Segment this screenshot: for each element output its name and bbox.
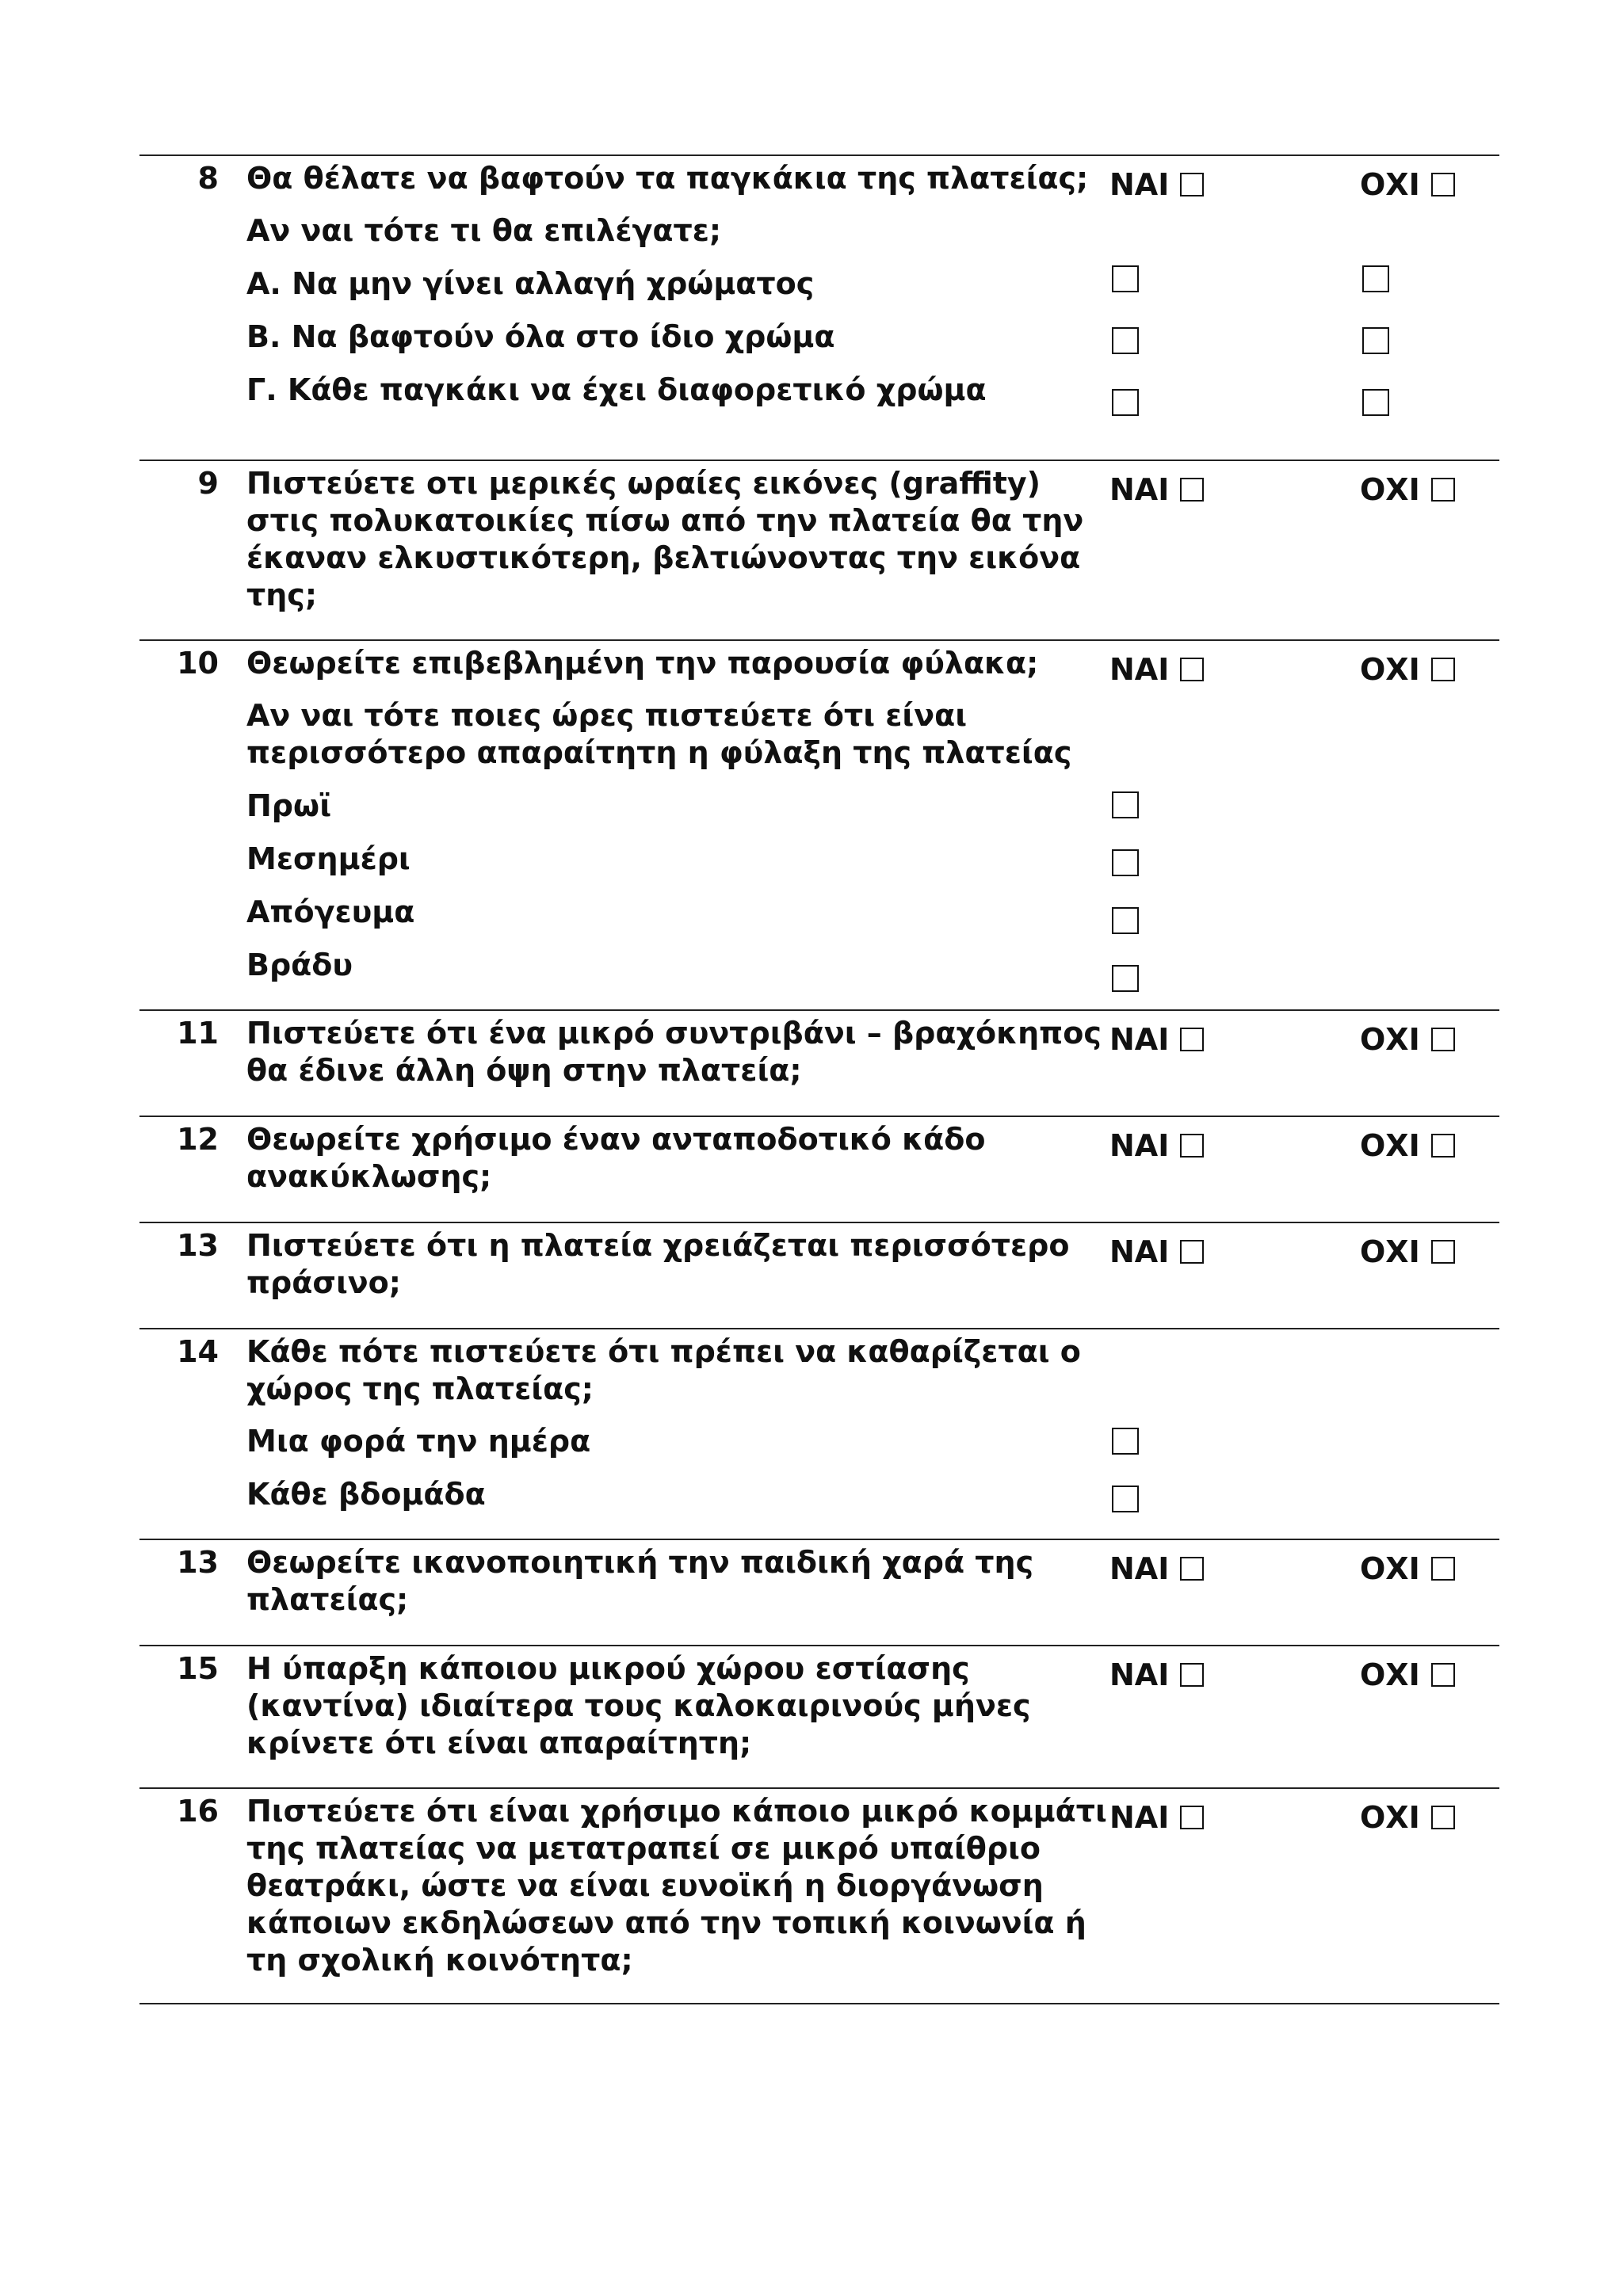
question-text: κάποιων εκδηλώσεων από την τοπική κοινωνία ή <box>246 1905 1086 1940</box>
yes-label: ΝΑΙ <box>1109 1022 1170 1057</box>
question-number: 10 <box>177 646 219 681</box>
no-checkbox[interactable] <box>1431 1134 1455 1158</box>
no-checkbox[interactable] <box>1431 173 1455 196</box>
question-13-playground <box>139 1539 1499 1645</box>
option-label: Βράδυ <box>246 948 353 982</box>
no-option[interactable] <box>1360 471 1455 509</box>
question-number: 14 <box>177 1334 219 1369</box>
question-text: Πιστεύετε οτι μερικές ωραίες εικόνες (graffity) <box>246 466 1041 501</box>
questionnaire-page <box>139 154 1499 2004</box>
no-checkbox[interactable] <box>1431 1028 1455 1051</box>
question-text: στις πολυκατοικίες πίσω από την πλατεία θα την <box>246 503 1084 538</box>
question-text: κρίνετε ότι είναι απαραίτητη; <box>246 1726 752 1760</box>
question-text: της πλατείας να μετατραπεί σε μικρό υπαίθριο <box>246 1831 1041 1866</box>
question-15 <box>139 1645 1499 1787</box>
yes-option[interactable] <box>1109 1234 1204 1271</box>
question-number: 11 <box>177 1016 219 1051</box>
question-text: Θεωρείτε επιβεβλημένη την παρουσία φύλακα; <box>246 646 1039 681</box>
yes-option[interactable] <box>1109 1657 1204 1694</box>
option-c-yes-checkbox[interactable] <box>1112 389 1139 416</box>
no-label: ΟΧΙ <box>1360 1551 1420 1586</box>
option-label: Β. Να βαφτούν όλα στο ίδιο χρώμα <box>246 319 835 354</box>
question-9 <box>139 460 1499 639</box>
no-label: ΟΧΙ <box>1360 652 1420 687</box>
no-option[interactable] <box>1360 651 1455 688</box>
yes-checkbox[interactable] <box>1180 658 1204 681</box>
question-text: πράσινο; <box>246 1265 401 1300</box>
question-text: (καντίνα) ιδιαίτερα τους καλοκαιρινούς μήνες <box>246 1688 1031 1723</box>
followup-text: Αν ναι τότε ποιες ώρες πιστεύετε ότι είναι <box>246 698 968 733</box>
no-label: ΟΧΙ <box>1360 1800 1420 1835</box>
no-option[interactable] <box>1360 1657 1455 1694</box>
question-text: Πιστεύετε ότι είναι χρήσιμο κάποιο μικρό κομμάτι <box>246 1794 1107 1829</box>
morning-checkbox[interactable] <box>1112 791 1139 818</box>
question-number: 13 <box>177 1228 219 1263</box>
option-c-no-checkbox[interactable] <box>1362 389 1389 416</box>
yes-checkbox[interactable] <box>1180 1557 1204 1581</box>
no-label: ΟΧΙ <box>1360 1657 1420 1692</box>
question-text: Κάθε πότε πιστεύετε ότι πρέπει να καθαρίζεται ο <box>246 1334 1081 1369</box>
yes-checkbox[interactable] <box>1180 1028 1204 1051</box>
option-label: Κάθε βδομάδα <box>246 1477 486 1512</box>
question-text: Θεωρείτε ικανοποιητική την παιδική χαρά της <box>246 1545 1034 1580</box>
yes-checkbox[interactable] <box>1180 1806 1204 1829</box>
yes-label: ΝΑΙ <box>1109 1551 1170 1586</box>
followup-text: περισσότερο απαραίτητη η φύλαξη της πλατείας <box>246 735 1072 770</box>
question-16 <box>139 1787 1499 2004</box>
option-a-yes-checkbox[interactable] <box>1112 265 1139 292</box>
no-checkbox[interactable] <box>1431 1557 1455 1581</box>
no-checkbox[interactable] <box>1431 1663 1455 1687</box>
question-8 <box>139 154 1499 460</box>
yes-checkbox[interactable] <box>1180 478 1204 502</box>
question-text: ανακύκλωσης; <box>246 1159 492 1194</box>
no-label: ΟΧΙ <box>1360 1234 1420 1269</box>
question-number: 8 <box>197 161 219 196</box>
question-text: πλατείας; <box>246 1582 409 1617</box>
question-12 <box>139 1116 1499 1222</box>
no-option[interactable] <box>1360 1550 1455 1588</box>
yes-label: ΝΑΙ <box>1109 1657 1170 1692</box>
yes-label: ΝΑΙ <box>1109 1800 1170 1835</box>
noon-checkbox[interactable] <box>1112 849 1139 876</box>
yes-option[interactable] <box>1109 471 1204 509</box>
yes-label: ΝΑΙ <box>1109 1234 1170 1269</box>
no-option[interactable] <box>1360 1127 1455 1165</box>
no-checkbox[interactable] <box>1431 1240 1455 1264</box>
question-number: 13 <box>177 1545 219 1580</box>
question-text: Πιστεύετε ότι ένα μικρό συντριβάνι – βραχόκηπος <box>246 1016 1102 1051</box>
yes-label: ΝΑΙ <box>1109 652 1170 687</box>
daily-checkbox[interactable] <box>1112 1428 1139 1455</box>
option-label: Πρωϊ <box>246 788 331 823</box>
no-checkbox[interactable] <box>1431 1806 1455 1829</box>
evening-checkbox[interactable] <box>1112 965 1139 992</box>
no-label: ΟΧΙ <box>1360 1128 1420 1163</box>
no-checkbox[interactable] <box>1431 478 1455 502</box>
option-a-no-checkbox[interactable] <box>1362 265 1389 292</box>
option-label: Γ. Κάθε παγκάκι να έχει διαφορετικό χρώμα <box>246 372 987 407</box>
yes-option[interactable] <box>1109 1127 1204 1165</box>
yes-option[interactable] <box>1109 166 1204 204</box>
no-option[interactable] <box>1360 1799 1455 1836</box>
question-14 <box>139 1328 1499 1539</box>
no-option[interactable] <box>1360 1021 1455 1058</box>
question-13-greenery <box>139 1222 1499 1328</box>
question-number: 16 <box>177 1794 219 1829</box>
weekly-checkbox[interactable] <box>1112 1486 1139 1512</box>
question-number: 12 <box>177 1122 219 1157</box>
afternoon-checkbox[interactable] <box>1112 907 1139 934</box>
option-b-yes-checkbox[interactable] <box>1112 327 1139 354</box>
question-10 <box>139 639 1499 1009</box>
option-label: Α. Να μην γίνει αλλαγή χρώματος <box>246 266 815 301</box>
yes-option[interactable] <box>1109 651 1204 688</box>
yes-option[interactable] <box>1109 1550 1204 1588</box>
yes-label: ΝΑΙ <box>1109 1128 1170 1163</box>
question-text: χώρος της πλατείας; <box>246 1371 594 1406</box>
yes-checkbox[interactable] <box>1180 173 1204 196</box>
question-text: Θεωρείτε χρήσιμο έναν ανταποδοτικό κάδο <box>246 1122 986 1157</box>
yes-label: ΝΑΙ <box>1109 472 1170 507</box>
option-label: Μεσημέρι <box>246 841 411 876</box>
question-text: θεατράκι, ώστε να είναι ευνοϊκή η διοργάνωση <box>246 1868 1044 1903</box>
question-text: Η ύπαρξη κάποιου μικρού χώρου εστίασης <box>246 1651 970 1686</box>
yes-checkbox[interactable] <box>1180 1134 1204 1158</box>
option-label: Μια φορά την ημέρα <box>246 1424 591 1459</box>
question-text: τη σχολική κοινότητα; <box>246 1943 633 1978</box>
no-option[interactable] <box>1360 1234 1455 1271</box>
followup-text: Αν ναι τότε τι θα επιλέγατε; <box>246 213 722 248</box>
question-text: θα έδινε άλλη όψη στην πλατεία; <box>246 1053 802 1088</box>
yes-checkbox[interactable] <box>1180 1240 1204 1264</box>
question-number: 9 <box>197 466 219 501</box>
option-b-no-checkbox[interactable] <box>1362 327 1389 354</box>
question-text: της; <box>246 578 318 612</box>
question-text: έκαναν ελκυστικότερη, βελτιώνοντας την εικόνα <box>246 540 1081 575</box>
question-11 <box>139 1009 1499 1116</box>
no-label: ΟΧΙ <box>1360 472 1420 507</box>
question-text: Πιστεύετε ότι η πλατεία χρειάζεται περισσότερο <box>246 1228 1070 1263</box>
yes-checkbox[interactable] <box>1180 1663 1204 1687</box>
option-label: Απόγευμα <box>246 894 415 929</box>
no-option[interactable] <box>1360 166 1455 204</box>
yes-option[interactable] <box>1109 1021 1204 1058</box>
no-checkbox[interactable] <box>1431 658 1455 681</box>
question-text: Θα θέλατε να βαφτούν τα παγκάκια της πλατείας; <box>246 161 1089 196</box>
yes-option[interactable] <box>1109 1799 1204 1836</box>
no-label: ΟΧΙ <box>1360 167 1420 202</box>
no-label: ΟΧΙ <box>1360 1022 1420 1057</box>
question-number: 15 <box>177 1651 219 1686</box>
yes-label: ΝΑΙ <box>1109 167 1170 202</box>
